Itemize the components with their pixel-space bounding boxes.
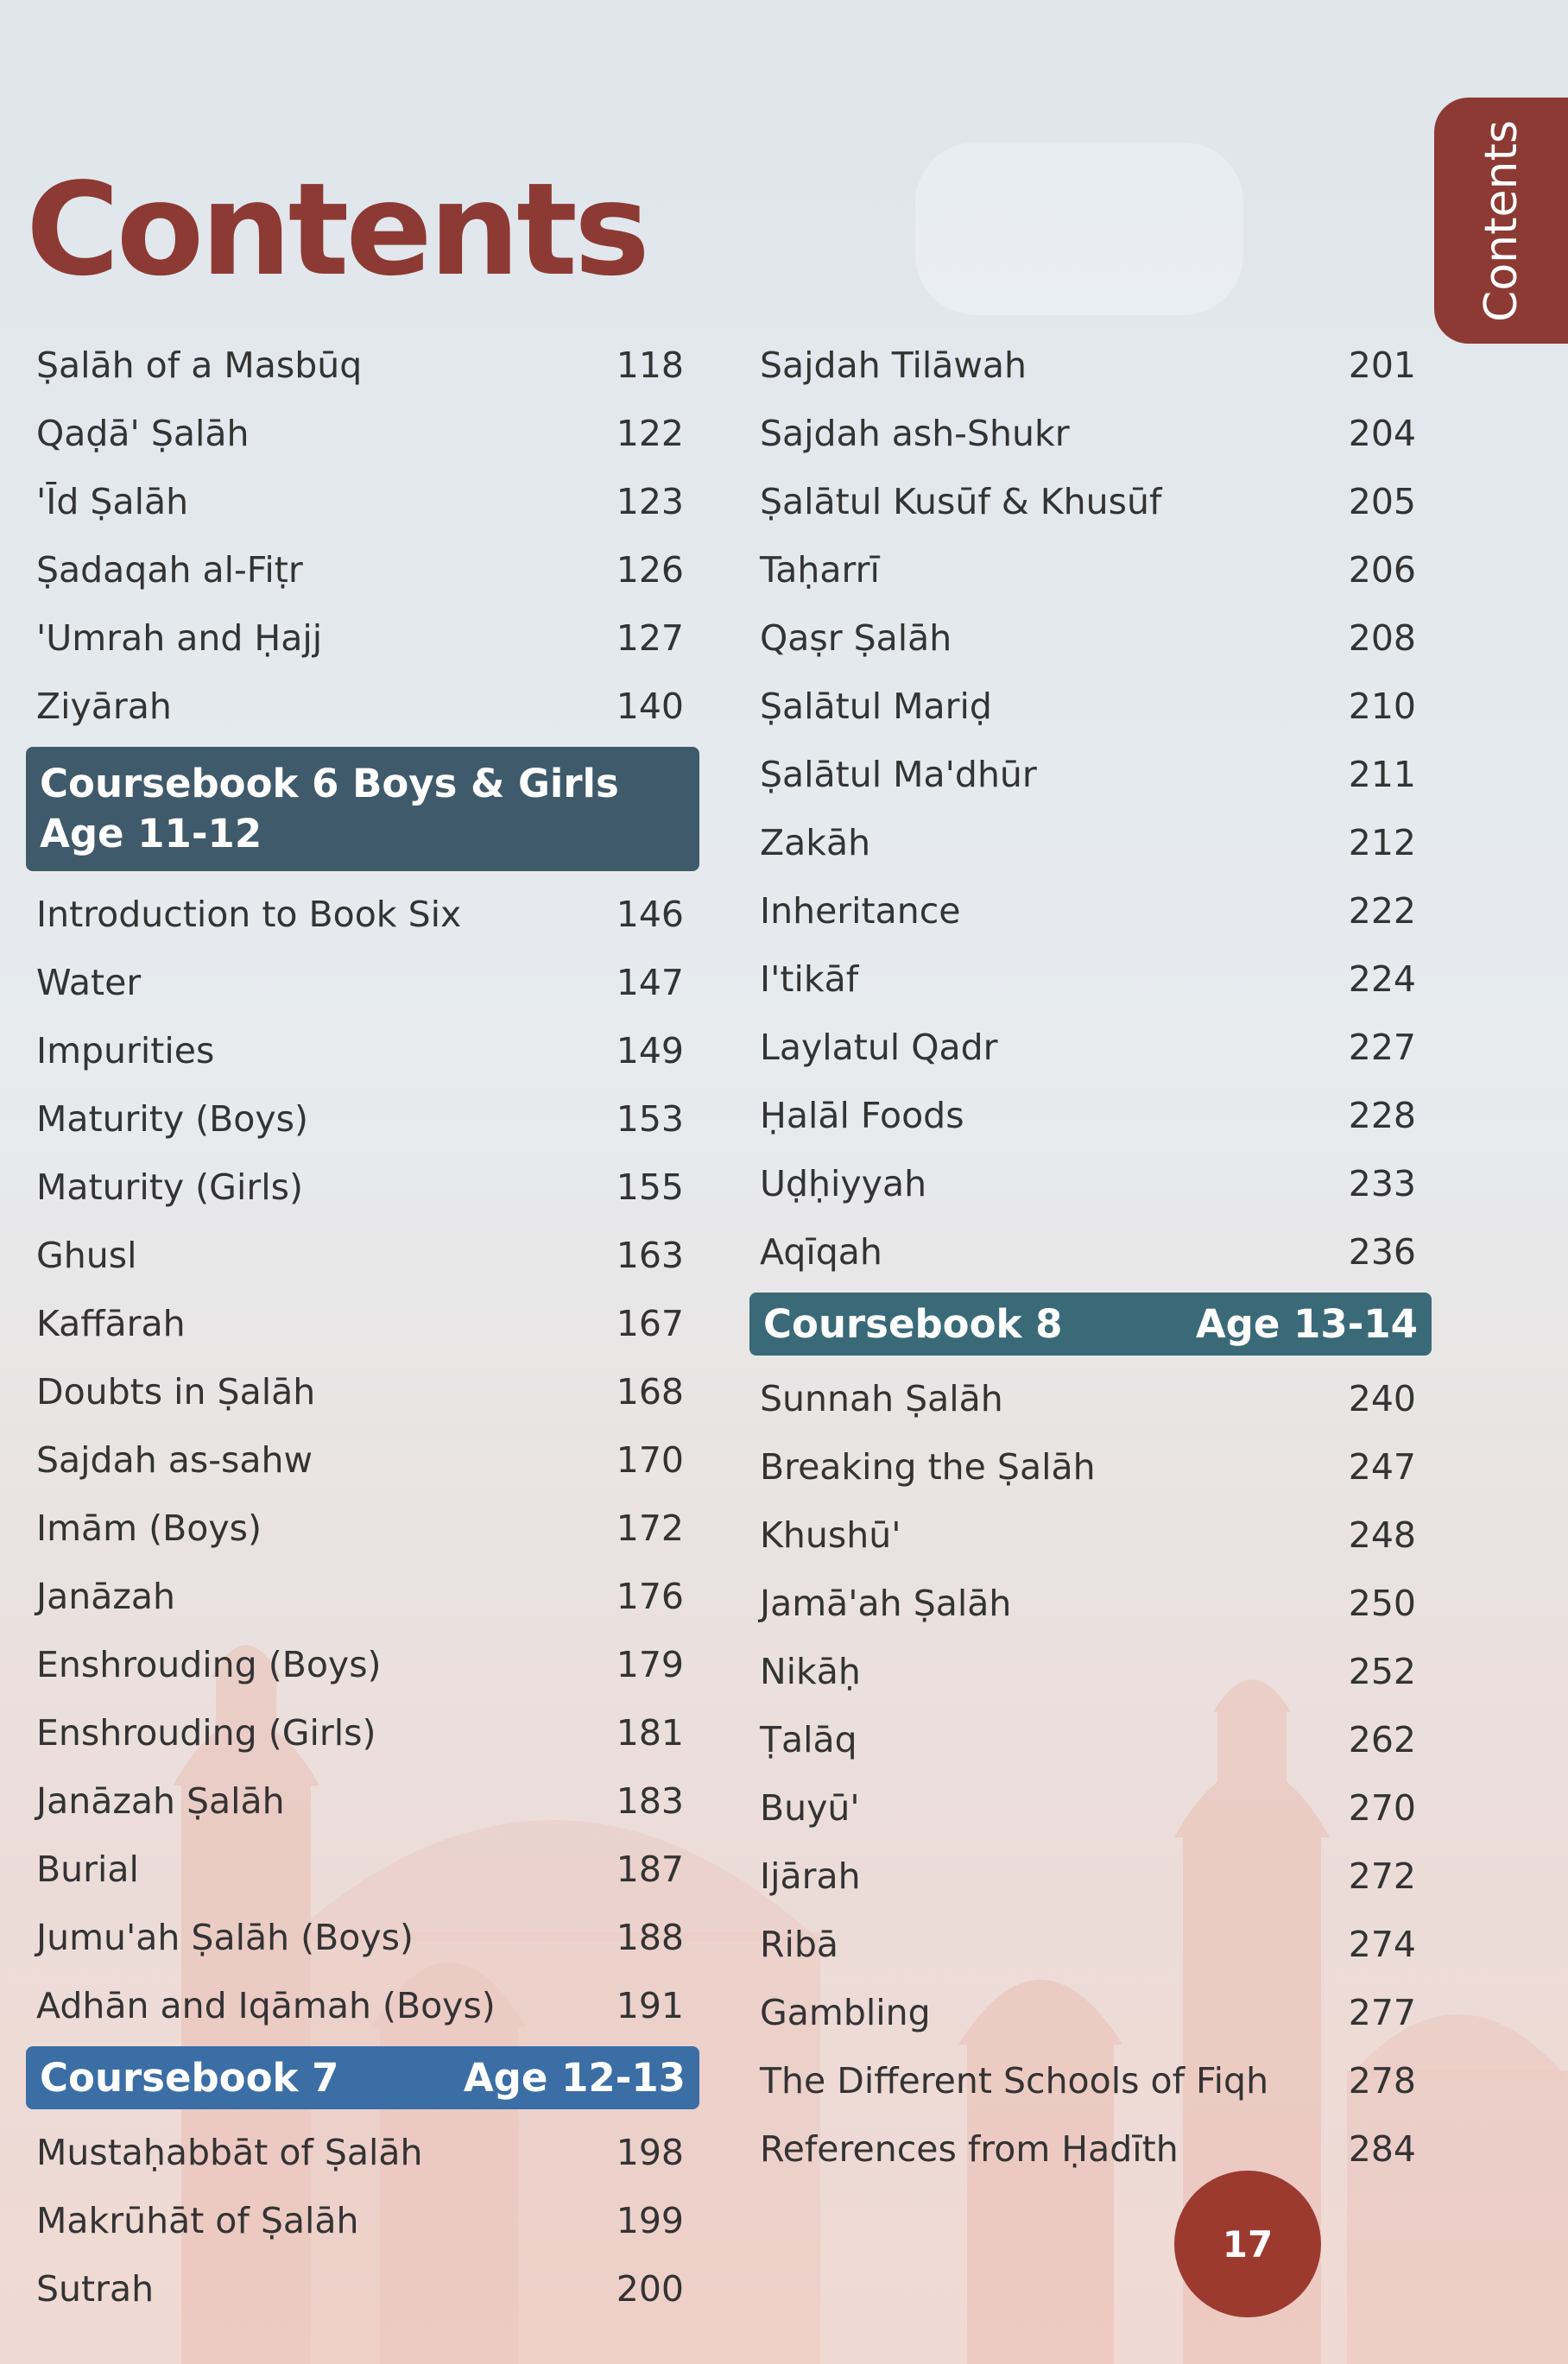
toc-entry-page: 149 [616,1029,684,1071]
toc-entry-title: Janāzah Ṣalāh [36,1779,285,1822]
toc-entry[interactable] [26,535,699,604]
page-number: 17 [1222,2222,1274,2266]
toc-entry-page: 204 [1348,412,1416,454]
toc-entry[interactable] [749,1149,1432,1217]
toc-entry[interactable] [26,467,699,535]
toc-entry[interactable] [26,948,699,1016]
toc-entry[interactable] [749,1501,1432,1569]
toc-entry[interactable] [749,1773,1432,1842]
toc-group [26,331,699,740]
toc-entry-page: 168 [616,1370,684,1413]
left-column [26,331,699,2323]
toc-entry-title: Ijārah [760,1855,861,1897]
side-tab-label: Contents [1475,119,1527,322]
toc-entry-title: I'tikāf [760,958,859,1000]
toc-entry[interactable] [749,604,1432,672]
toc-entry-page: 170 [616,1438,684,1481]
toc-entry-title: Ribā [760,1923,839,1965]
toc-entry-page: 206 [1348,548,1416,591]
toc-entry[interactable] [749,1081,1432,1149]
toc-entry-title: Burial [36,1848,139,1890]
toc-entry-title: Inheritance [760,889,961,932]
toc-entry-title: 'Umrah and Ḥajj [36,616,323,659]
toc-entry-page: 126 [616,548,684,591]
toc-entry[interactable] [26,1153,699,1221]
toc-entry-page: 211 [1348,753,1416,795]
toc-entry-title: Sunnah Ṣalāh [760,1377,1003,1419]
toc-group [26,880,699,2039]
toc-entry[interactable] [749,1013,1432,1081]
toc-entry-page: 278 [1348,2059,1416,2102]
toc-entry-title: Khushū' [760,1514,901,1556]
toc-entry[interactable] [26,1903,699,1971]
toc-entry[interactable] [26,1630,699,1698]
toc-entry-page: 176 [616,1575,684,1617]
toc-entry-page: 191 [616,1984,684,2026]
toc-entry-title: References from Ḥadīth [760,2127,1179,2170]
toc-entry-page: 140 [616,685,684,727]
toc-entry-title: Maturity (Girls) [36,1166,303,1208]
toc-entry-title: Sajdah ash-Shukr [760,412,1070,454]
toc-group [26,2118,699,2323]
toc-entry[interactable] [749,1842,1432,1910]
toc-entry[interactable] [26,1221,699,1289]
toc-entry-page: 123 [616,480,684,522]
toc-entry-title: Zakāh [760,821,871,863]
toc-entry[interactable] [26,2186,699,2254]
toc-entry-title: Ṣalāh of a Masbūq [36,344,363,386]
toc-entry[interactable] [749,1364,1432,1432]
toc-entry-title: Adhān and Iqāmah (Boys) [36,1984,496,2026]
toc-entry-page: 252 [1348,1650,1416,1692]
toc-entry-page: 199 [616,2199,684,2241]
toc-entry-title: Taḥarrī [760,548,880,591]
toc-entry[interactable] [749,2046,1432,2114]
toc-entry-page: 118 [616,344,684,386]
toc-entry-title: Gambling [760,1991,931,2033]
toc-group [749,1364,1432,2183]
section-age: Age 11-12 [40,811,262,856]
section-header-coursebook-7 [26,2046,699,2109]
toc-entry-page: 208 [1348,616,1416,659]
section-age: Age 13-14 [1195,1301,1418,1347]
toc-entry-page: 181 [616,1711,684,1754]
toc-entry-page: 210 [1348,685,1416,727]
toc-entry-title: Jamā'ah Ṣalāh [760,1582,1012,1624]
toc-entry-title: Nikāḥ [760,1650,861,1692]
toc-entry-page: 212 [1348,821,1416,863]
toc-entry[interactable] [749,467,1432,535]
toc-entry-title: Water [36,961,142,1003]
toc-entry[interactable] [749,1978,1432,2046]
toc-entry-page: 122 [616,412,684,454]
toc-entry-title: Uḍḥiyyah [760,1162,927,1204]
toc-entry-page: 250 [1348,1582,1416,1624]
toc-entry[interactable] [26,1835,699,1903]
toc-entry[interactable] [749,399,1432,467]
toc-entry[interactable] [26,672,699,740]
toc-entry-title: Jumu'ah Ṣalāh (Boys) [36,1916,414,1958]
toc-entry-title: Qaṣr Ṣalāh [760,616,952,659]
toc-entry-page: 200 [616,2267,684,2310]
toc-entry[interactable] [26,1357,699,1425]
toc-entry-page: 247 [1348,1445,1416,1488]
toc-entry-page: 167 [616,1302,684,1344]
toc-entry[interactable] [749,1432,1432,1501]
toc-entry-title: Sajdah as-sahw [36,1438,313,1481]
toc-entry-page: 179 [616,1643,684,1685]
toc-entry-page: 198 [616,2131,684,2173]
section-header-coursebook-6 [26,747,699,871]
toc-entry-title: Maturity (Boys) [36,1097,309,1140]
toc-entry-page: 127 [616,616,684,659]
toc-entry-page: 272 [1348,1855,1416,1897]
toc-entry[interactable] [749,1569,1432,1637]
toc-entry[interactable] [749,945,1432,1013]
toc-entry-page: 228 [1348,1094,1416,1136]
toc-entry-page: 163 [616,1234,684,1276]
toc-entry-page: 224 [1348,958,1416,1000]
section-title: Coursebook 6 Boys & Girls [40,761,619,806]
toc-entry-title: Mustaḥabbāt of Ṣalāh [36,2131,423,2173]
section-header-coursebook-8 [749,1293,1432,1356]
toc-entry-page: 183 [616,1779,684,1822]
toc-entry[interactable] [26,2118,699,2186]
toc-entry-title: Ghusl [36,1234,137,1276]
toc-entry-page: 222 [1348,889,1416,932]
toc-entry[interactable] [749,876,1432,945]
toc-entry-page: 172 [616,1507,684,1549]
toc-entry-title: Ḥalāl Foods [760,1094,964,1136]
toc-entry-page: 240 [1348,1377,1416,1419]
toc-entry-page: 155 [616,1166,684,1208]
toc-entry[interactable] [749,808,1432,876]
toc-entry-title: Impurities [36,1029,215,1071]
toc-entry-title: Introduction to Book Six [36,893,462,935]
toc-entry-title: Qaḍā' Ṣalāh [36,412,250,454]
toc-entry-page: 153 [616,1097,684,1140]
toc-entry-page: 147 [616,961,684,1003]
toc-entry-page: 284 [1348,2127,1416,2170]
toc-entry-page: 248 [1348,1514,1416,1556]
page-number-badge [1174,2171,1321,2317]
toc-entry[interactable] [749,331,1432,399]
toc-entry[interactable] [26,1767,699,1835]
page-title: Contents [26,155,647,304]
toc-entry[interactable] [26,880,699,948]
toc-entry-title: Sajdah Tilāwah [760,344,1027,386]
toc-entry-title: Ṣadaqah al-Fiṭr [36,548,303,591]
toc-entry-page: 201 [1348,344,1416,386]
toc-entry[interactable] [26,1698,699,1767]
toc-entry[interactable] [26,1289,699,1357]
toc-entry-page: 187 [616,1848,684,1890]
toc-entry[interactable] [26,1971,699,2039]
toc-entry-title: Enshrouding (Boys) [36,1643,382,1685]
toc-entry[interactable] [26,1016,699,1084]
toc-entry-title: The Different Schools of Fiqh [760,2059,1269,2102]
toc-entry-page: 274 [1348,1923,1416,1965]
toc-entry-page: 277 [1348,1991,1416,2033]
toc-entry-title: Breaking the Ṣalāh [760,1445,1096,1488]
toc-entry-title: Ṣalātul Ma'dhūr [760,753,1037,795]
toc-entry-page: 233 [1348,1162,1416,1204]
toc-entry[interactable] [749,535,1432,604]
toc-entry-title: Kaffārah [36,1302,186,1344]
toc-entry-title: Sutrah [36,2267,155,2310]
toc-entry-title: Aqīqah [760,1230,882,1273]
toc-entry[interactable] [749,672,1432,740]
toc-entry[interactable] [26,399,699,467]
toc-entry-page: 146 [616,893,684,935]
toc-entry[interactable] [26,1562,699,1630]
decorative-pill [915,142,1243,315]
toc-entry-title: Buyū' [760,1786,860,1829]
toc-entry[interactable] [749,2114,1432,2183]
toc-entry[interactable] [26,604,699,672]
toc-entry-title: Ziyārah [36,685,172,727]
toc-entry[interactable] [26,1084,699,1153]
toc-entry-title: Doubts in Ṣalāh [36,1370,316,1413]
section-title: Coursebook 8 [763,1301,1063,1347]
toc-entry[interactable] [26,2254,699,2323]
toc-entry-title: Ṣalātul Mariḍ [760,685,992,727]
toc-entry[interactable] [26,1494,699,1562]
toc-entry-title: Janāzah [36,1575,175,1617]
toc-entry-title: Enshrouding (Girls) [36,1711,376,1754]
toc-entry[interactable] [749,1910,1432,1978]
toc-entry[interactable] [749,1705,1432,1773]
toc-entry-page: 262 [1348,1718,1416,1760]
toc-entry[interactable] [749,740,1432,808]
toc-entry-title: Ṭalāq [760,1718,857,1760]
toc-entry-page: 205 [1348,480,1416,522]
toc-entry-title: Ṣalātul Kusūf & Khusūf [760,480,1162,522]
toc-entry-title: 'Īd Ṣalāh [36,480,189,522]
toc-entry[interactable] [26,331,699,399]
toc-entry-title: Imām (Boys) [36,1507,262,1549]
section-age: Age 12-13 [463,2055,686,2101]
toc-entry[interactable] [749,1637,1432,1705]
toc-entry-title: Makrūhāt of Ṣalāh [36,2199,359,2241]
toc-entry-page: 236 [1348,1230,1416,1273]
toc-entry[interactable] [26,1425,699,1494]
toc-entry-page: 270 [1348,1786,1416,1829]
toc-entry-title: Laylatul Qadr [760,1026,998,1068]
toc-entry-page: 188 [616,1916,684,1958]
contents-side-tab [1434,98,1568,344]
toc-group [749,331,1432,1286]
toc-entry[interactable] [749,1217,1432,1286]
toc-entry-page: 227 [1348,1026,1416,1068]
section-title: Coursebook 7 [40,2055,339,2101]
right-column [749,331,1432,2183]
